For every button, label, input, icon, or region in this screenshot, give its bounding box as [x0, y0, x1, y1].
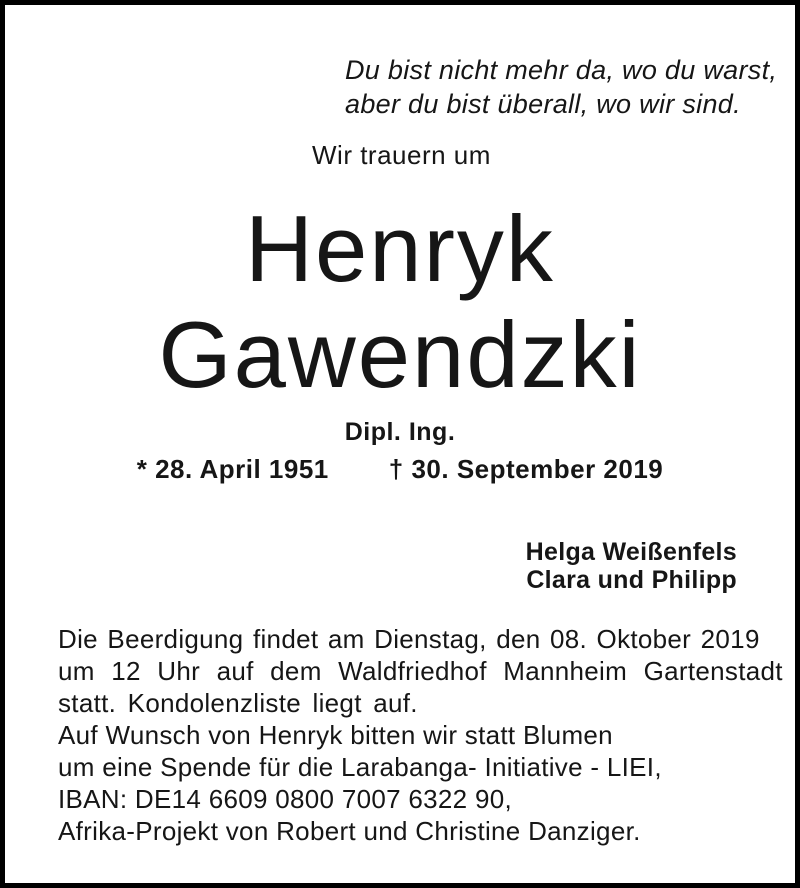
epitaph-quote-line-2: aber du bist überall, wo wir sind.	[345, 89, 741, 119]
funeral-info-line-1: Die Beerdigung findet am Dienstag, den 08. Oktober 2019	[58, 624, 760, 654]
academic-title: Dipl. Ing.	[344, 418, 456, 446]
funeral-info-line-3: statt. Kondolenzliste liegt auf.	[58, 688, 418, 718]
mourner-name-1: Helga Weißenfels	[525, 538, 737, 566]
funeral-info-line-5: um eine Spende für die Larabanga- Initiative - LIEI,	[58, 752, 662, 782]
life-dates-row	[5, 454, 795, 484]
funeral-info-line-7: Afrika-Projekt von Robert und Christine Danziger.	[58, 816, 641, 846]
epitaph-quote-line-1: Du bist nicht mehr da, wo du warst,	[345, 55, 778, 85]
funeral-info-line-6: IBAN: DE14 6609 0800 7007 6322 90,	[58, 784, 512, 814]
death-date: † 30. September 2019	[388, 454, 664, 484]
funeral-info-line-4: Auf Wunsch von Henryk bitten wir statt Blumen	[58, 720, 613, 750]
deceased-name	[5, 196, 795, 408]
funeral-info-block	[58, 623, 795, 847]
funeral-info-line-2: um 12 Uhr auf dem Waldfriedhof Mannheim Gartenstadt	[58, 656, 783, 686]
deceased-last-name: Gawendzki	[158, 302, 642, 407]
mourner-name-2: Clara und Philipp	[526, 566, 737, 594]
intro-text: Wir trauern um	[312, 140, 491, 170]
deceased-first-name: Henryk	[245, 196, 555, 301]
birth-date: * 28. April 1951	[136, 454, 329, 484]
epitaph-quote	[345, 53, 795, 121]
mourners-block	[5, 538, 795, 594]
